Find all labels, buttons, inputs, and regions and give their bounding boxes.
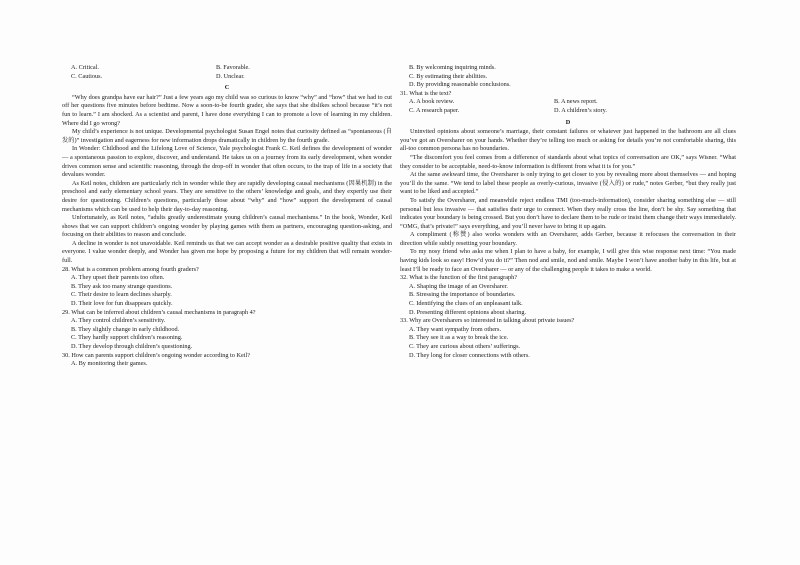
question-29-option: B. They slightly change in early childhood. (71, 325, 180, 333)
section-d-paragraph: Uninvited opinions about someone’s marriage, their constant failures or whatever just happened in the bathroom are all clues you’ve got an Oversharer on your hands. Whether they’re telling too much or asking for details you’re not comfortable sharing, this all-too common persona has no boundaries. (400, 128, 736, 153)
question-33-stem: 33. Why are Oversharers so interested in talking about private issues? (400, 317, 575, 325)
question-32-option: B. Stressing the importance of boundaries. (409, 291, 516, 299)
question-32-option: D. Presenting different opinions about sharing. (409, 308, 527, 316)
question-33-option: A. They want sympathy from others. (409, 325, 502, 333)
section-d-title: D (565, 118, 571, 126)
left-column (62, 64, 392, 369)
question-28-option: D. Their love for fun disappears quickly. (71, 300, 173, 308)
question-30-stem: 30. How can parents support children’s ongoing wonder according to Keil? (62, 351, 250, 359)
question-33-option: B. They see it as a way to break the ice. (409, 334, 509, 342)
question-28-option: A. They upset their parents too often. (71, 274, 165, 282)
question-33-option: D. They long for closer connections with others. (409, 351, 530, 359)
section-d-paragraph: A compliment (称赞) also works wonders with an Oversharer, adds Gerber, because it refocuses the conversation in their direction while subtly resetting your boundary. (400, 231, 736, 247)
option-c: C. Cautious. (71, 72, 103, 80)
section-c-title: C (224, 84, 230, 92)
section-c-paragraph: My child’s experience is not unique. Developmental psychologist Susan Engel notes that curiosity defined as “spontaneous (自发的)” investigation and eagerness for new information drops dramatically in children by the fourth grade. (62, 128, 392, 144)
prev-options-row-1 (62, 64, 392, 73)
question-30-option: A. By monitoring their games. (71, 360, 148, 368)
question-29-option: A. They control children’s sensitivity. (71, 317, 166, 325)
section-c-paragraph: Unfortunately, as Keil notes, “adults greatly underestimate young children’s causal mechanisms.” In the book, Wonder, Keil shows that we can support children’s ongoing wonder by playing games with them as partners, encouraging question-asking, and focusing on their abilities to reason and conclude. (62, 214, 392, 239)
question-29-option: C. They hardly support children’s reasoning. (71, 334, 183, 342)
question-33-option: C. They are curious about others’ sufferings. (409, 343, 521, 350)
right-column (400, 64, 736, 360)
section-d-paragraph: To my nosy friend who asks me when I plan to have a baby, for example, I will give this wise response next time: “You made having kids look so easy! How’d you do it?” Then nod and smile, nod and smile. Maybe I won’t have another baby in this life, but at least I’ll be ready to face an Oversharer — or any of the challenging people it takes to make a world. (400, 248, 736, 273)
question-32-option: C. Identifying the clues of an unpleasant talk. (409, 300, 523, 308)
question-31-options-row-2 (400, 107, 736, 116)
option-c: C. A research paper. (409, 106, 460, 114)
question-30-option: B. By welcoming inquiring minds. (409, 64, 496, 71)
section-c-paragraph: “Why does grandpa have ear hair?” Just a few years ago my child was so curious to know “why” and “how” that we had to cut off her questions five minutes before bedtime. Now a soon-to-be fourth grader, she says that she dislikes school because “it’s not fun to learn.” I am shocked. As a scientist and parent, I have done everything I can to promote a love of learning in my children. Where did I go wrong? (62, 93, 392, 127)
question-30-option: C. By estimating their abilities. (409, 72, 488, 80)
section-c-paragraph: A decline in wonder is not unavoidable. Keil reminds us that we can accept wonder as a desirable positive quality that exists in everyone. I value wonder deeply, and Wonder has given me hope by proposing a future for my children that will remain wonder-full. (62, 239, 392, 265)
section-d-paragraph: At the same awkward time, the Oversharer is only trying to get closer to you by revealing more about themselves — and hoping you’ll do the same. “We tend to label these people as overly-curious, invasive (侵入的) or rude,” notes Gerber, “but they really just want to be liked and accepted.” (400, 171, 736, 196)
question-29-stem: 29. What can be inferred about children’s causal mechanisms in paragraph 4? (62, 308, 256, 316)
option-a: A. Critical. (71, 64, 99, 71)
question-32-option: A. Shaping the image of an Oversharer. (409, 282, 508, 290)
question-28-option: C. Their desire to learn declines sharply. (71, 291, 172, 299)
question-32-stem: 32. What is the function of the first paragraph? (400, 274, 518, 282)
question-29-option: D. They develop through children’s questioning. (71, 343, 193, 350)
question-28-option: B. They ask too many strange questions. (71, 282, 173, 290)
option-b: B. Favorable. (216, 64, 250, 71)
question-31-stem: 31. What is the text? (400, 89, 452, 97)
option-a: A. A book review. (409, 98, 455, 106)
question-30-option: D. By providing reasonable conclusions. (409, 81, 511, 89)
option-d: D. Unclear. (216, 72, 245, 80)
option-d: D. A children’s story. (554, 106, 607, 114)
question-31-options-row-1 (400, 98, 736, 107)
question-28-stem: 28. What is a common problem among fourth graders? (62, 265, 199, 273)
section-d-paragraph: To satisfy the Oversharer, and meanwhile reject endless TMI (too-much-information), consider sharing something else — still personal but less invasive — that satisfies their urge to connect. When they really cross the line, don’t be shy. Say something that indicates your boundary is being crossed. But you don’t have to declare them to be rude or insist them change their ways immediately. “OMG, that’s private!” says everything, and you’ll never have to bring it up again. (400, 196, 736, 230)
section-c-paragraph: In Wonder: Childhood and the Lifelong Love of Science, Yale psychologist Frank C. Keil defines the development of wonder — a spontaneous passion to explore, discover, and understand. He takes us on a journey from its early development, when wonder drives common sense and scientific reasoning, through the drop-off in wonder that often occurs, to the trap of life in a society that devalues wonder. (62, 145, 392, 179)
option-b: B. A news report. (554, 98, 598, 106)
section-d-paragraph: “The discomfort you feel comes from a difference of standards about what topics of conversation are OK,” says Wisner. “What they consider to be acceptable, need-to-know information is different from what it is for you.” (400, 153, 736, 170)
section-c-paragraph: As Keil notes, children are particularly rich in wonder while they are rapidly developing causal mechanisms (因果机制) in the preschool and early elementary school years. They are sensitive to the others’ knowledge and goals, and they expertly use their desire for questioning. Children’s questions, particularly those about “why” and “how” support the development of causal mechanisms which can be used to help their day-to-day reasoning. (62, 179, 392, 213)
prev-options-row-2 (62, 73, 392, 82)
